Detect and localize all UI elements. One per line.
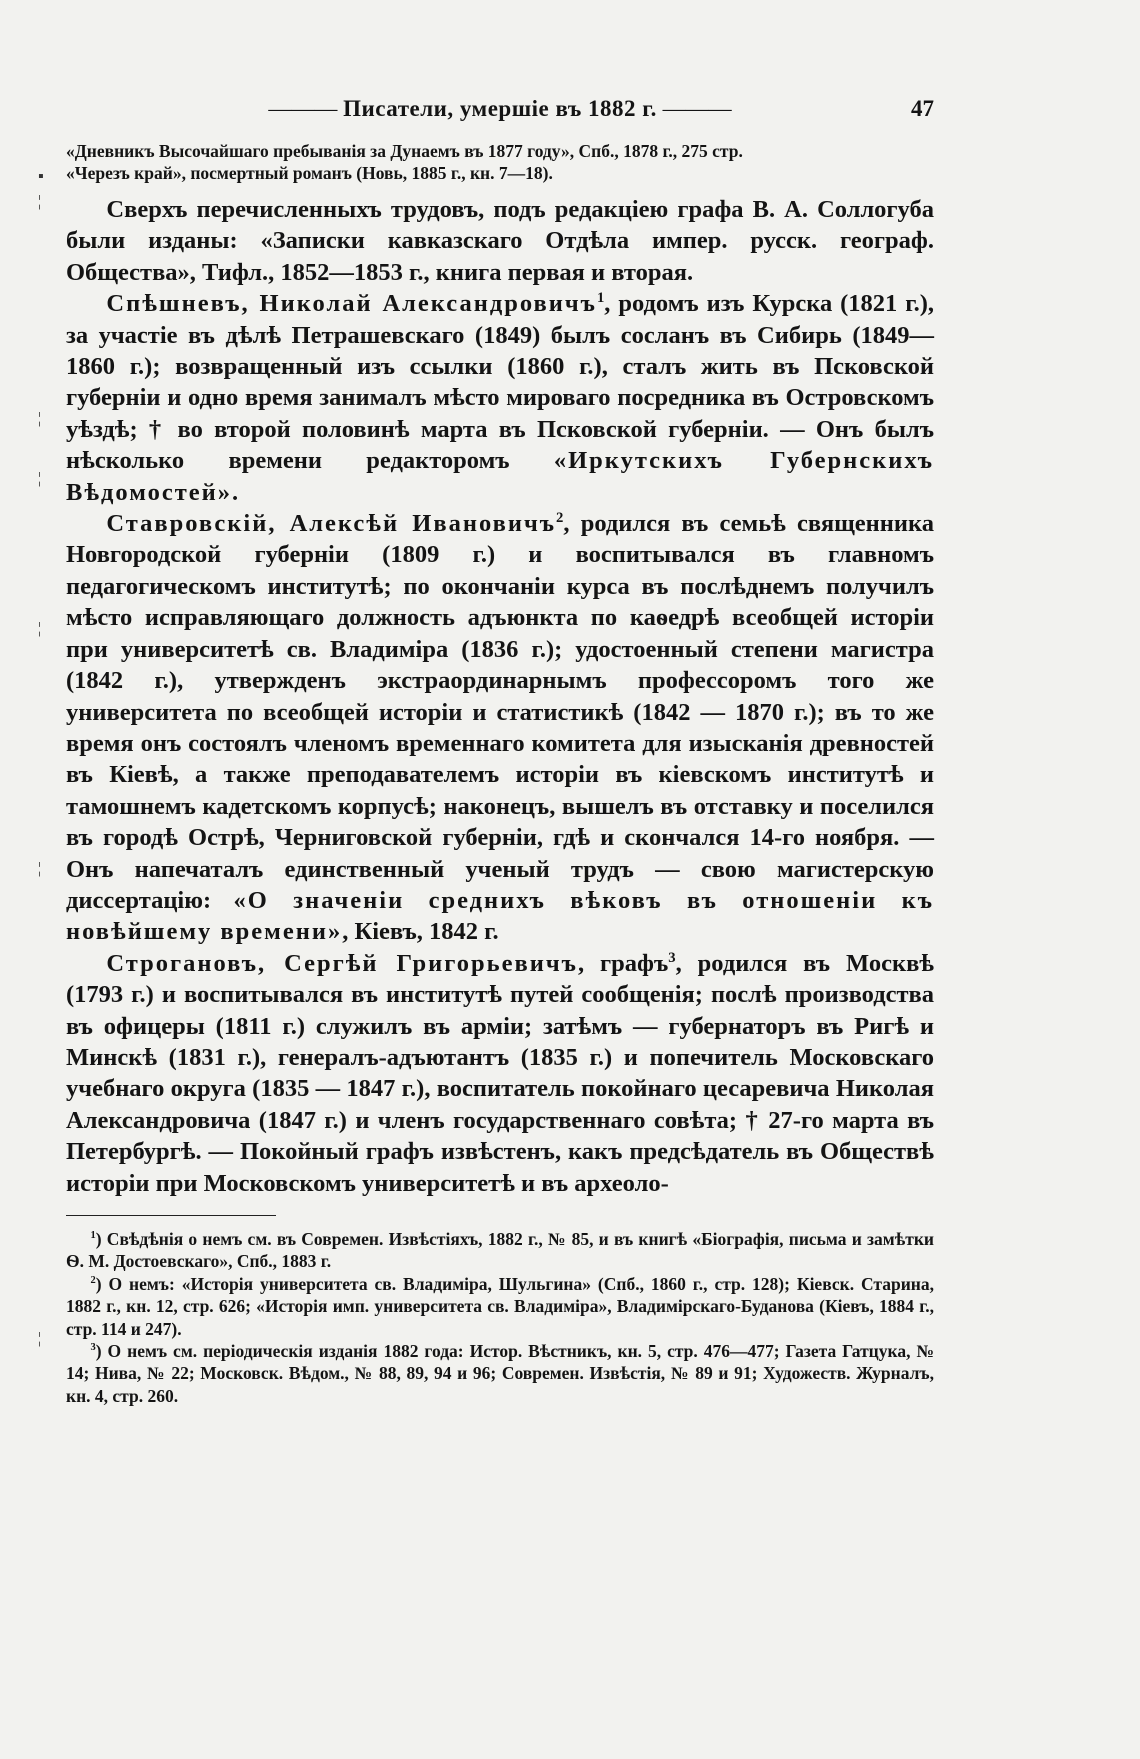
paragraph-sollogub: Сверхъ перечисленныхъ трудовъ, подъ редакціею графа В. А. Соллогуба были изданы: «Записки кавказскаго Отдѣла импер. русск. географ. Общества», Тифл., 1852—1853 г., книга первая и вторая.: [66, 196, 934, 286]
margin-mark: ¦: [38, 620, 42, 637]
entry-text: , родомъ изъ Курска (1821 г.), за участіе въ дѣлѣ Петрашевскаго (1849) былъ сосланъ въ Сибирь (1849—1860 г.); возвращенный изъ ссылки (1860 г.), сталъ жить въ Псковской губерніи и одно время занималъ мѣсто мироваго посредника въ Островскомъ уѣздѣ; † во второй половинѣ марта въ Псковской губерніи. — Онъ былъ нѣсколько времени редакторомъ: [66, 290, 934, 475]
footnote-mark: 3: [90, 1342, 96, 1354]
margin-mark: ▪: [38, 168, 44, 185]
margin-mark: ¦: [38, 193, 42, 210]
work-title: «О значеніи среднихъ вѣковъ въ отношеніи къ новѣйшему времени»: [66, 886, 935, 946]
entry-text: , родился въ семьѣ священника Новгородской губерніи (1809 г.) и воспитывался въ главномъ педагогическомъ институтѣ; по окончаніи курса въ послѣднемъ получилъ мѣсто исправляющаго должность адъюнкта по каѳедрѣ всеобщей исторіи при университетѣ св. Владиміра (1836 г.); удостоенный степени магистра (1842 г.), утвержденъ экстраординарнымъ профессоромъ того же университета по всеобщей исторіи и статистикѣ (1842 — 1870 г.); въ то же время онъ состоялъ членомъ временнаго комитета для изысканія древностей въ Кіевѣ, а также преподавателемъ исторіи въ кіевскомъ институтѣ и тамошнемъ кадетскомъ корпусѣ; наконецъ, вышелъ въ отставку и поселился въ городѣ Острѣ, Черниговской губерніи, гдѣ и скончался 14-го ноября. — Онъ напечаталъ единственный ученый трудъ — свою магистерскую диссертацію:: [66, 510, 934, 914]
footnote-mark: 1: [90, 1230, 96, 1242]
footnote-divider: [66, 1215, 276, 1216]
footnote: [66, 1273, 934, 1340]
entry-name: Ставровскій, Алексѣй Ивановичъ: [106, 510, 557, 538]
entry-text: , родился въ Москвѣ (1793 г.) и воспитывался въ институтѣ путей сообщенія; послѣ производства въ офицеры (1811 г.) служилъ въ арміи; затѣмъ — губернаторъ въ Ригѣ и Минскѣ (1831 г.), генералъ-адъютантъ (1835 г.) и попечитель Московскаго учебнаго округа (1835 — 1847 г.), воспитатель покойнаго цесаревича Николая Александровича (1847 г.) и членъ государственнаго совѣта; † 27-го марта въ Петербургѣ. — Покойный графъ извѣстенъ, какъ предсѣдатель въ Обществѣ исторіи при Московскомъ университетѣ и въ археоло-: [66, 949, 934, 1197]
footnote-mark: 2: [90, 1274, 96, 1286]
entry-name: Строгановъ, Сергѣй Григорьевичъ: [106, 949, 578, 977]
margin-mark: ¦: [38, 470, 42, 487]
paragraph-speshnev: [66, 288, 934, 508]
main-text: [66, 194, 934, 1199]
footnote-text: ) О немъ см. періодическія изданія 1882 года: Истор. Вѣстникъ, кн. 5, стр. 476—477; Газета Гатцука, № 14; Нива, № 22; Московск. Вѣдом., № 88, 89, 94 и 96; Современ. Извѣстія, № 89 и 91; Художеств. Журналъ, кн. 4, стр. 260.: [66, 1341, 934, 1406]
entry-title: , графъ: [577, 949, 669, 977]
footnote-ref: 2: [556, 509, 564, 526]
footnote-ref: 3: [668, 949, 676, 966]
page-number: 47: [911, 96, 934, 121]
paragraph-stavrovsky: [66, 508, 934, 948]
page-body: [66, 140, 934, 1407]
paragraph-stroganov: [66, 948, 934, 1199]
footnote: [66, 1340, 934, 1407]
footnote: [66, 1228, 934, 1273]
bibliography-entry: «Черезъ край», посмертный романъ (Новь, 1885 г., кн. 7—18).: [66, 163, 553, 183]
running-title-text: Писатели, умершіе въ 1882 г.: [343, 96, 657, 121]
margin-mark: ¦: [38, 410, 42, 427]
footnote-text: ) О немъ: «Исторія университета св. Владиміра, Шульгина» (Спб., 1860 г., стр. 128); Кіевск. Старина, 1882 г., кн. 12, стр. 626; «Исторія имп. университета св. Владиміра», Владимірскаго-Буданова (Кіевъ, 1884 г., стр. 114 и 247).: [66, 1273, 934, 1339]
footnotes: [66, 1228, 934, 1407]
entry-text-end: , Кіевъ, 1842 г.: [342, 918, 499, 946]
footnote-text: ) Свѣдѣнія о немъ см. въ Современ. Извѣстіяхъ, 1882 г., № 85, и въ книгѣ «Біографія, письма и замѣтки Ѳ. М. Достоевскаго», Спб., 1883 г.: [66, 1229, 934, 1272]
running-title: ——— Писатели, умершіе въ 1882 г. ———: [268, 96, 732, 121]
margin-mark: ¦: [38, 1330, 42, 1347]
footnote-ref: 1: [596, 290, 605, 307]
bibliography-entry: «Дневникъ Высочайшаго пребыванія за Дунаемъ въ 1877 году», Спб., 1878 г., 275 стр.: [66, 141, 743, 161]
margin-mark: ¦: [38, 860, 42, 877]
work-title: «Иркутскихъ Губернскихъ Вѣдомостей».: [66, 447, 935, 506]
entry-name: Спѣшневъ, Николай Александровичъ: [106, 290, 597, 318]
running-header: [66, 96, 934, 126]
